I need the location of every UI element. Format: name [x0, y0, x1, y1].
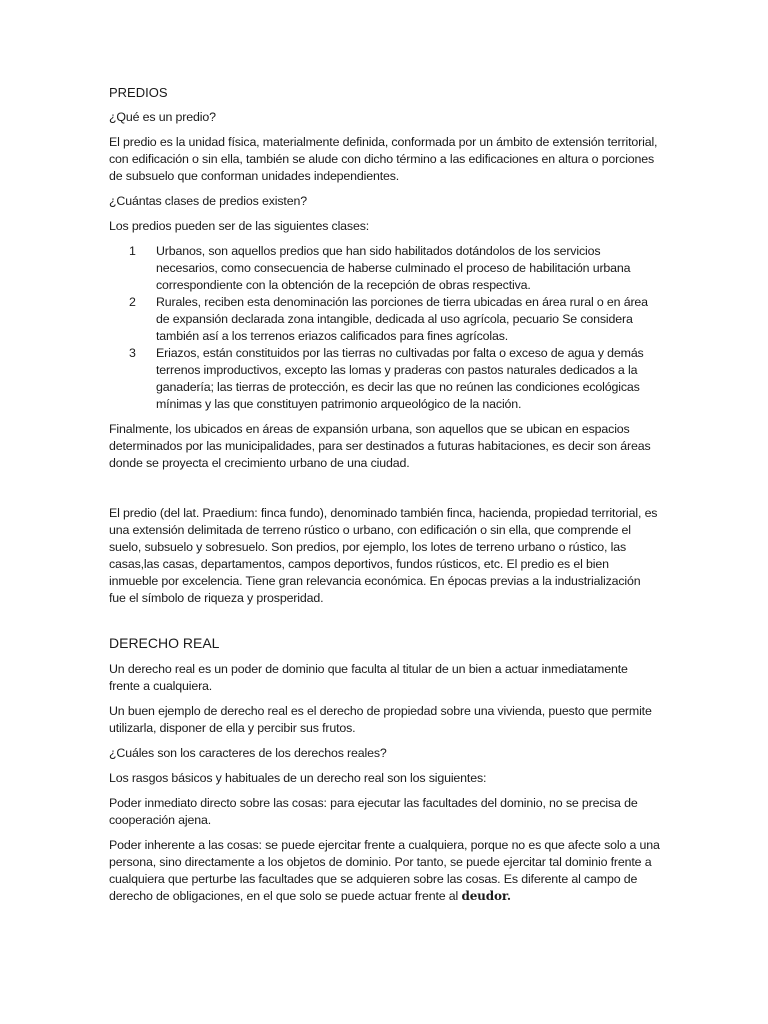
- paragraph-clases-intro: Los predios pueden ser de las siguientes clases:: [109, 219, 370, 233]
- paragraph-rasgos-intro: Los rasgos básicos y habituales de un derecho real son los siguientes:: [109, 771, 487, 785]
- list-item-number: 2: [129, 295, 136, 309]
- list-item: [109, 243, 660, 294]
- list-item-text: Urbanos, son aquellos predios que han sido habilitados dotándolos de los servicios necesarios, como consecuencia de haberse culminado el proceso de habilitación urbana correspondiente con la obtención de la recepción de obras respectiva.: [156, 244, 631, 292]
- paragraph-derecho-real-ejemplo: Un buen ejemplo de derecho real es el derecho de propiedad sobre una vivienda, puesto que permite utilizarla, disponer de ella y percibir sus frutos.: [109, 704, 652, 735]
- list-clases-predios: [109, 243, 660, 413]
- bold-word-deudor: deudor.: [461, 889, 511, 903]
- heading-predios: PREDIOS: [109, 85, 168, 100]
- paragraph-poder-inherente: [109, 837, 660, 905]
- paragraph-predio-etimologia: El predio (del lat. Praedium: finca fundo), denominado también finca, hacienda, propiedad territorial, es una extensión delimitada de terreno rústico o urbano, con edificación o sin ella, que comprende el suelo, subsuelo y sobresuelo. Son predios, por ejemplo, los lotes de terreno urbano o rústico, las casas,las casas, departamentos, campos deportivos, fundos rústicos, etc. El predio es el bien inmueble por excelencia. Tiene gran relevancia económica. En épocas previas a la industrialización fue el símbolo de riqueza y prosperidad.: [109, 506, 658, 605]
- list-item: [109, 294, 660, 345]
- list-item-number: 3: [129, 346, 136, 360]
- question-que-es-predio: ¿Qué es un predio?: [109, 110, 216, 124]
- paragraph-derecho-real-definicion: Un derecho real es un poder de dominio que faculta al titular de un bien a actuar inmediatamente frente a cualquiera.: [109, 662, 628, 693]
- paragraph-definicion-predio: El predio es la unidad física, materialmente definida, conformada por un ámbito de extensión territorial, con edificación o sin ella, también se alude con dicho término a las edificaciones en altura o porciones de subsuelo que conforman unidades independientes.: [109, 135, 658, 183]
- question-caracteres: ¿Cuáles son los caracteres de los derechos reales?: [109, 746, 387, 760]
- list-item-text: Rurales, reciben esta denominación las porciones de tierra ubicadas en área rural o en área de expansión declarada zona intangible, dedicada al uso agrícola, pecuario Se considera también así a los terrenos eriazos calificados para fines agrícolas.: [156, 295, 648, 343]
- list-item-number: 1: [129, 244, 136, 258]
- list-item: [109, 345, 660, 413]
- list-item-text: Eriazos, están constituidos por las tierras no cultivadas por falta o exceso de agua y demás terrenos improductivos, excepto las lomas y praderas con pastos naturales dedicados a la ganadería; las tierras de protección, es decir las que no reúnen las condiciones ecológicas mínimas y las que constituyen patrimonio arqueológico de la nación.: [156, 346, 644, 411]
- paragraph-expansion-urbana: Finalmente, los ubicados en áreas de expansión urbana, son aquellos que se ubican en espacios determinados por las municipalidades, para ser destinados a futuras habitaciones, es decir son áreas donde se proyecta el crecimiento urbano de una ciudad.: [109, 422, 651, 470]
- question-clases-predios: ¿Cuántas clases de predios existen?: [109, 194, 307, 208]
- paragraph-poder-inherente-text: Poder inherente a las cosas: se puede ejercitar frente a cualquiera, porque no es que afecte solo a una persona, sino directamente a los objetos de dominio. Por tanto, se puede ejercitar tal dominio frente a cualquiera que perturbe las facultades que se adquieren sobre las cosas. Es diferente al campo de derecho de obligaciones, en el que solo se puede actuar frente al: [109, 838, 660, 903]
- heading-derecho-real: DERECHO REAL: [109, 635, 220, 651]
- paragraph-poder-inmediato: Poder inmediato directo sobre las cosas: para ejecutar las facultades del dominio, no se precisa de cooperación ajena.: [109, 796, 638, 827]
